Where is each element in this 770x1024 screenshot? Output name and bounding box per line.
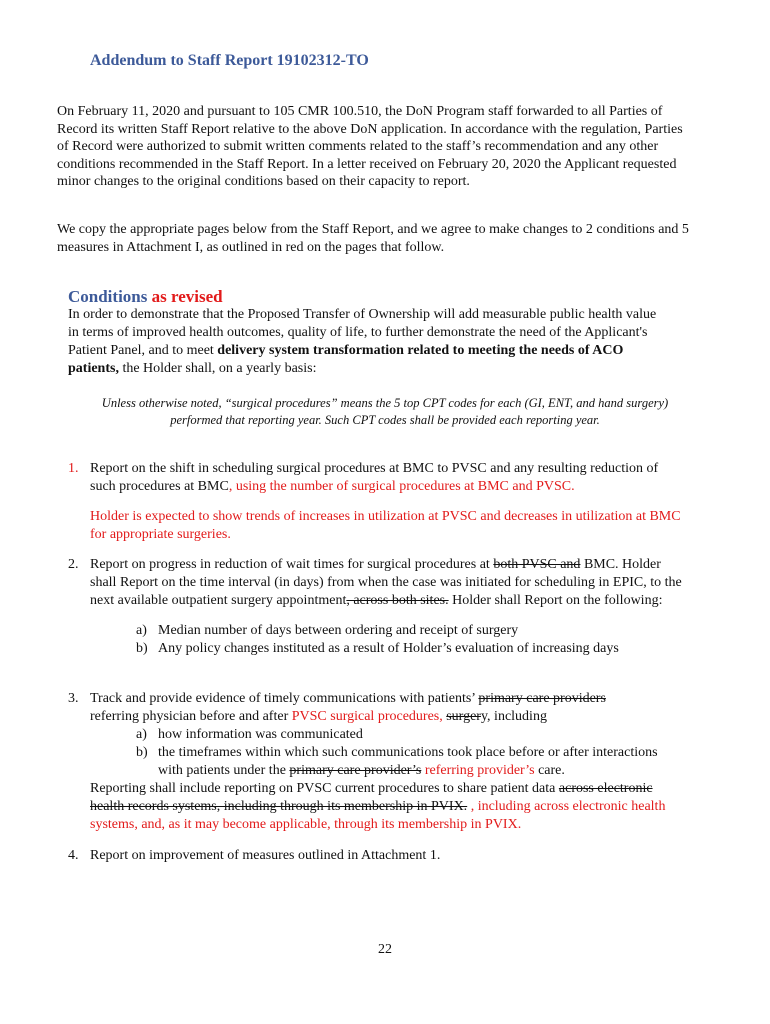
list-item [90,744,683,780]
item-number: 1. [68,461,79,476]
conditions-intro-text-end: the Holder shall, on a yearly basis: [118,361,317,376]
item-number: 4. [68,848,79,863]
conditions-intro-text: In order to demonstrate that the Proposed Transfer of Ownership will add measurable public health value in terms of improved health outcomes, quality of life, to further demonstrate the need of the Applicant's Patient Panel, and to meet [68,307,657,358]
item-2-body-end: Holder shall Report on the following: [448,593,663,608]
item-2-sublist [90,622,683,658]
item-number: 3. [68,691,79,706]
item-3-strikethrough-2: surger [446,709,481,724]
item-2-body-cont: BMC. Holder shall Report on the time interval (in days) from when the case was initiated for scheduling in EPIC, to the next available outpatient surgery appointment [90,557,682,608]
item-3-reporting-revision: , including across electronic health systems, and, as it may become applicable, through its membership in PVIX. [90,799,666,832]
surgical-procedures-note: Unless otherwise noted, “surgical procedures” means the 5 top CPT codes for each (GI, ENT, and hand surgery) performed that reporting year. Such CPT codes shall be provided each reporting year. [101,396,669,427]
list-text: how information was communicated [158,727,363,742]
item-1-body: Report on the shift in scheduling surgical procedures at BMC to PVSC and any resulting reduction of such procedures at BMC [90,461,659,494]
intro-paragraph: On February 11, 2020 and pursuant to 105 CMR 100.510, the DoN Program staff forwarded to all Parties of Record its written Staff Report relative to the above DoN application. In accordance with the regulation, Parties of Record were authorized to submit written comments related to the staff’s recommendation and any other conditions recommended in the Staff Report. In a letter received on February 20, 2020 the Applicant requested minor changes to the original conditions based on their capacity to report. [57,104,683,189]
summary-paragraph: We copy the appropriate pages below from the Staff Report, and we agree to make changes to 2 conditions and 5 measures in Attachment I, as outlined in red on the pages that follow. [57,222,689,255]
list-text-end: care. [534,763,565,778]
item-3-strikethrough: primary care providers [478,691,606,706]
item-3-reporting-strikethrough: across electronic health records systems, including through its membership in PVIX. [90,781,653,814]
list-revision: referring provider’s [421,763,535,778]
item-3-text [90,690,683,726]
item-2-text [90,556,683,610]
conditions-intro-bold: delivery system transformation related to meeting the needs of ACO patients, [68,343,624,376]
condition-item-3 [68,690,683,834]
conditions-heading [68,287,223,307]
item-1-revision: , using the number of surgical procedures at BMC and PVSC. [228,479,575,494]
item-3-sublist [90,726,683,780]
list-label: a) [136,727,147,742]
conditions-intro [68,306,668,378]
item-3-body-cont: referring physician before and after [90,709,292,724]
item-3-reporting [90,780,683,834]
condition-item-2 [68,556,683,658]
list-label: b) [136,641,148,656]
condition-item-4 [68,847,683,865]
item-4-text: Report on improvement of measures outlined in Attachment 1. [90,848,441,863]
item-3-body-end: y, including [480,709,547,724]
item-3-body: Track and provide evidence of timely communications with patients’ [90,691,479,706]
item-1-revision-paragraph: Holder is expected to show trends of increases in utilization at PVSC and decreases in utilization at BMC for appropriate surgeries. [90,509,681,542]
list-label: a) [136,623,147,638]
list-text: Any policy changes instituted as a result of Holder’s evaluation of increasing days [158,641,619,656]
list-item [90,640,683,658]
list-item [90,726,683,744]
item-2-strikethrough-2: , across both sites. [346,593,449,608]
list-text: the timeframes within which such communications took place before or after interactions with patients under the [158,745,658,778]
item-2-body: Report on progress in reduction of wait times for surgical procedures at [90,557,494,572]
conditions-heading-label: Conditions [68,287,148,306]
condition-item-1 [68,460,683,544]
conditions-heading-revised: as revised [151,287,223,306]
list-item [90,622,683,640]
list-strikethrough: primary care provider’s [289,763,422,778]
item-2-strikethrough: both PVSC and [493,557,581,572]
item-number: 2. [68,557,79,572]
item-3-revision: PVSC surgical procedures, [291,709,443,724]
list-label: b) [136,745,148,760]
page-number: 22 [378,942,392,957]
item-1-text [90,460,683,496]
item-3-reporting-text: Reporting shall include reporting on PVSC current procedures to share patient data [90,781,559,796]
document-title: Addendum to Staff Report 19102312-TO [90,52,369,69]
list-text: Median number of days between ordering and receipt of surgery [158,623,519,638]
